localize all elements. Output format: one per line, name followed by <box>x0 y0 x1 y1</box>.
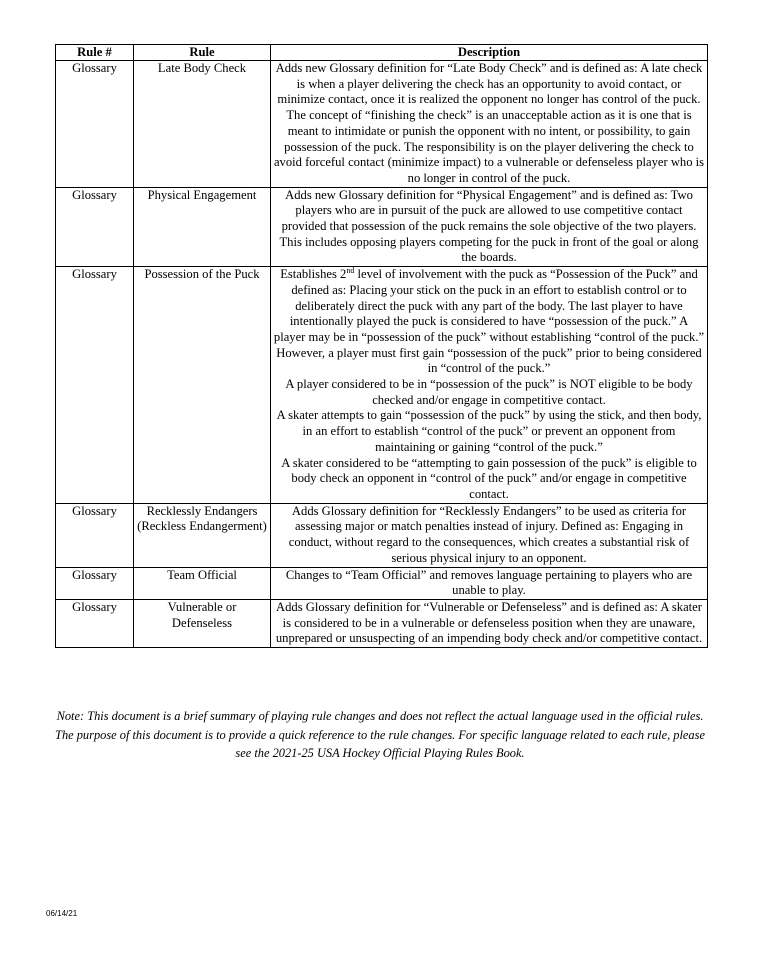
rule-number-cell: Glossary <box>56 187 134 267</box>
rule-number-cell: Glossary <box>56 267 134 504</box>
description-cell <box>271 503 708 567</box>
rule-name-cell: Vulnerable or Defenseless <box>134 599 271 647</box>
table-row <box>56 567 708 599</box>
header-description: Description <box>271 45 708 61</box>
description-cell <box>271 267 708 504</box>
description-paragraph: Adds new Glossary definition for “Physical Engagement” and is defined as: Two players who are in pursuit of the puck are allowed to use competitive contact provided that possession of the puck remains the sole objective of the two players. This includes opposing players competing for the puck in front of the goal or along the boards. <box>279 187 699 265</box>
table-row <box>56 187 708 267</box>
header-rule-number: Rule # <box>56 45 134 61</box>
rule-name-cell: Physical Engagement <box>134 187 271 267</box>
description-paragraph: Changes to “Team Official” and removes language pertaining to players who are unable to play. <box>285 567 693 598</box>
disclaimer-note: Note: This document is a brief summary of playing rule changes and does not reflect the actual language used in the official rules. The purpose of this document is to provide a quick reference to the rule changes. For specific language related to each rule, please see the 2021-25 USA Hockey Official Playing Rules Book. <box>55 709 705 760</box>
description-paragraph: A skater considered to be “attempting to gain possession of the puck” is eligible to body check an opponent in “control of the puck” and/or engage in competitive contact. <box>281 455 697 501</box>
description-paragraph: Adds new Glossary definition for “Late Body Check” and is defined as: A late check is when a player delivering the check has an opportunity to avoid contact, or minimize contact, once it is realized the opponent no longer has control of the puck. <box>275 61 703 107</box>
description-paragraph <box>273 267 705 377</box>
header-rule: Rule <box>134 45 271 61</box>
table-row <box>56 599 708 647</box>
intro-after: level of involvement with the puck as “Possession of the Puck” and defined as: Placing your stick on the puck in an effort to establish control or to deliberately direct the puck with any part of the body. The last player to have intentionally played the puck is considered to have “possession of the puck.” A player may be in “possession of the puck” without establishing “control of the puck.” However, a player must first gain “possession of the puck” prior to being considered in “control of the puck.” <box>273 267 705 376</box>
description-cell <box>271 61 708 188</box>
description-paragraph: Adds Glossary definition for “Vulnerable or Defenseless” and is defined as: A skater is considered to be in a vulnerable or defenseless position when they are unaware, unprepared or unsuspecting of an impending body check and/or competitive contact. <box>275 599 703 646</box>
rule-number-cell: Glossary <box>56 503 134 567</box>
table-row <box>56 267 708 504</box>
intro-before: Establishes 2 <box>280 267 347 282</box>
document-date: 06/14/21 <box>46 909 78 918</box>
description-cell <box>271 599 708 647</box>
description-paragraph: A skater attempts to gain “possession of the puck” by using the stick, and then body, in an effort to establish “control of the puck” or prevent an opponent from maintaining or gaining “control of the puck.” <box>276 408 702 454</box>
description-paragraph: Adds Glossary definition for “Recklessly Endangers” to be used as criteria for assessing major or match penalties instead of injury. Defined as: Engaging in conduct, without regard to the consequences, which creates a substantial risk of serious physical injury to an opponent. <box>288 503 690 565</box>
rule-name-cell: Team Official <box>134 567 271 599</box>
description-paragraph: The concept of “finishing the check” is an unacceptable action as it is one that is meant to intimidate or punish the opponent with no intent, or possibility, to gain possession of the puck. The responsibility is on the player delivering the check to avoid forceful contact (minimize impact) to a vulnerable or defenseless player who is no longer in control of the puck. <box>273 108 705 185</box>
description-paragraph: A player considered to be in “possession of the puck” is NOT eligible to be body checked and/or engage in competitive contact. <box>285 377 693 407</box>
rule-number-cell: Glossary <box>56 567 134 599</box>
table-row <box>56 503 708 567</box>
rule-name-cell: Possession of the Puck <box>134 267 271 504</box>
rule-changes-table <box>55 44 708 648</box>
rule-name-cell: Late Body Check <box>134 61 271 188</box>
table-row <box>56 61 708 188</box>
rule-name-cell: Recklessly Endangers (Reckless Endangerment) <box>134 503 271 567</box>
rule-number-cell: Glossary <box>56 61 134 188</box>
ordinal-superscript: nd <box>346 265 355 275</box>
description-cell <box>271 187 708 267</box>
rule-number-cell: Glossary <box>56 599 134 647</box>
table-header-row <box>56 45 708 61</box>
description-cell <box>271 567 708 599</box>
